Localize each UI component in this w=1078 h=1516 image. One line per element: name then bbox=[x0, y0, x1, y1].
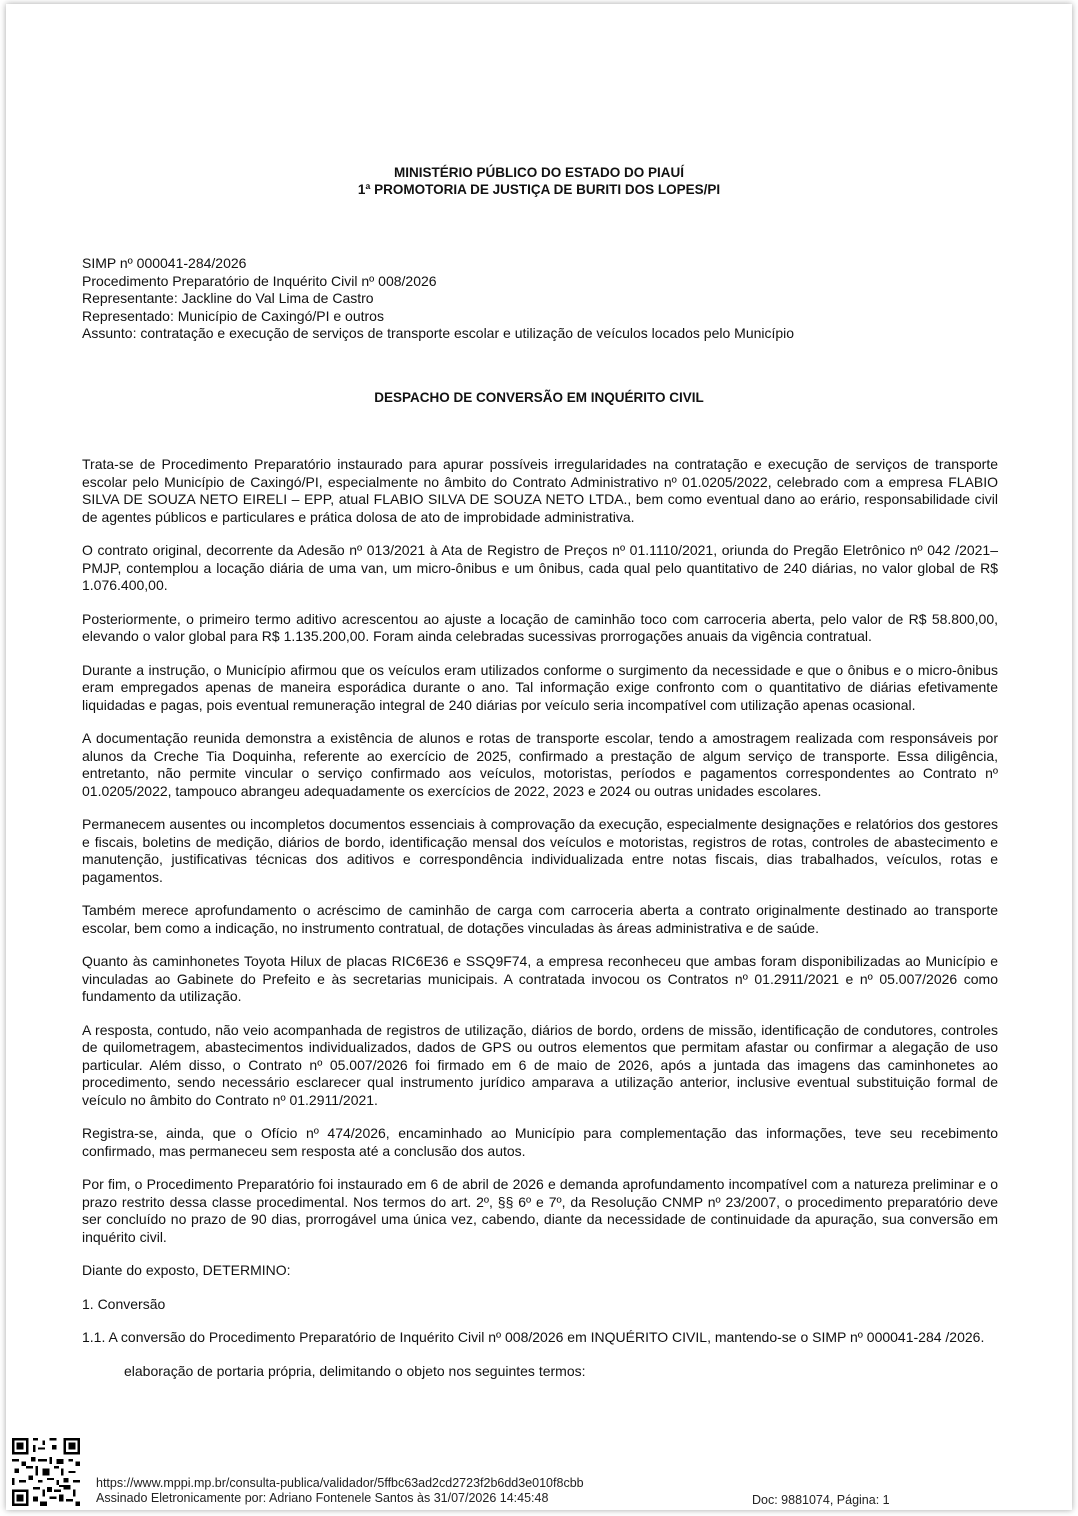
paragraph: Também merece aprofundamento o acréscimo de caminhão de carga com carroceria aberta a contrato originalmente destinado ao transporte escolar, bem como a indicação, no instrumento contratual, de dotações vinculadas às áreas administrativa e de saúde. bbox=[82, 902, 998, 936]
footer-signature: Assinado Eletronicamente por: Adriano Fontenele Santos às 31/07/2026 14:45:48 bbox=[96, 1491, 549, 1505]
paragraph: Trata-se de Procedimento Preparatório instaurado para apurar possíveis irregularidades na contratação e execução de serviços de transporte escolar pelo Município de Caxingó/PI, especialmente no âmbito do Contrato Administrativo nº 01.0205/2022, celebrado com a empresa FLABIO SILVA DE SOUZA NETO EIRELI – EPP, atual FLABIO SILVA DE SOUZA NETO LTDA., bem como eventual dano ao erário, responsabilidade civil de agentes públicos e particulares e prática dolosa de ato de improbidade administrativa. bbox=[82, 456, 998, 525]
indented-paragraph: elaboração de portaria própria, delimitando o objeto nos seguintes termos: bbox=[124, 1362, 586, 1379]
document-title: DESPACHO DE CONVERSÃO EM INQUÉRITO CIVIL bbox=[374, 390, 704, 405]
paragraph: Por fim, o Procedimento Preparatório foi instaurado em 6 de abril de 2026 e demanda aprofundamento incompatível com a natureza preliminar e o prazo restrito dessa classe procedimental. Nos termos do art. 2º, §§ 6º e 7º, da Resolução CNMP nº 23/2007, o procedimento preparatório deve ser concluído no prazo de 90 dias, prorrogável uma única vez, cabendo, diante da necessidade de continuidade da apuração, sua conversão em inquérito civil. bbox=[82, 1176, 998, 1245]
footer-validation bbox=[96, 1476, 584, 1506]
qr-code-icon[interactable] bbox=[12, 1438, 80, 1506]
header-promotoria: 1ª PROMOTORIA DE JUSTIÇA DE BURITI DOS LOPES/PI bbox=[357, 182, 721, 197]
paragraph: Posteriormente, o primeiro termo aditivo acrescentou ao ajuste a locação de caminhão toco com carroceria aberta, pelo valor de R$ 58.800,00, elevando o valor global para R$ 1.135.200,00. Foram ainda celebradas sucessivas prorrogações anuais da vigência contratual. bbox=[82, 610, 998, 644]
header-institution: MINISTÉRIO PÚBLICO DO ESTADO DO PIAUÍ bbox=[393, 165, 684, 180]
footer-validation-url[interactable]: https://www.mppi.mp.br/consulta-publica/validador/5ffbc63ad2cd2723f2b6dd3e010f8cbb bbox=[96, 1476, 584, 1490]
meta-simp: SIMP nº 000041-284/2026 bbox=[82, 255, 247, 271]
paragraph: O contrato original, decorrente da Adesão nº 013/2021 à Ata de Registro de Preços nº 01.1110/2021, oriunda do Pregão Eletrônico nº 042 /2021–PMJP, contemplou a locação diária de uma van, um micro-ônibus e um ônibus, cada qual pelo quantitativo de 240 diárias, no valor global de R$ 1.076.400,00. bbox=[82, 542, 998, 593]
paragraph: Diante do exposto, DETERMINO: bbox=[82, 1262, 291, 1278]
paragraph: Permanecem ausentes ou incompletos documentos essenciais à comprovação da execução, especialmente designações e relatórios dos gestores e fiscais, boletins de medição, diários de bordo, identificação mensal dos veículos e motoristas, registros de rotas, controles de abastecimento e manutenção, justificativas técnicas dos aditivos e correspondência individualizada entre notas fiscais, dias trabalhados, veículos, rotas e pagamentos. bbox=[82, 816, 998, 885]
paragraph: Durante a instrução, o Município afirmou que os veículos eram utilizados conforme o surgimento da necessidade e que o ônibus e o micro-ônibus eram empregados apenas de maneira esporádica durante o ano. Tal informação exige confronto com o quantitativo de diárias efetivamente liquidadas e pagas, pois eventual remuneração integral de 240 diárias por veículo seria incompatível com utilização apenas ocasional. bbox=[82, 661, 998, 713]
document-header bbox=[0, 164, 1078, 198]
meta-procedimento: Procedimento Preparatório de Inquérito Civil nº 008/2026 bbox=[82, 272, 437, 289]
paragraph: A resposta, contudo, não veio acompanhada de registros de utilização, diários de bordo, ordens de missão, identificação de condutores, controles de quilometragem, abastecimentos individualizados, dados de GPS ou outros elementos que permitam afastar ou confirmar a alegação de uso particular. Além disso, o Contrato nº 05.007/2026 foi firmado em 6 de maio de 2026, após a juntada das imagens das caminhonetes ao procedimento, sendo necessário esclarecer qual instrumento jurídico amparava a utilização anterior, inclusive eventual substituição formal de veículo no âmbito do Contrato nº 01.2911/2021. bbox=[82, 1021, 998, 1108]
paragraph: Registra-se, ainda, que o Ofício nº 474/2026, encaminhado ao Município para complementação das informações, teve seu recebimento confirmado, mas permaneceu sem resposta até a conclusão dos autos. bbox=[82, 1125, 998, 1159]
meta-assunto: Assunto: contratação e execução de serviços de transporte escolar e utilização de veículos locados pelo Município bbox=[82, 325, 795, 341]
meta-representado: Representado: Município de Caxingó/PI e outros bbox=[82, 307, 384, 324]
footer-doc-page: Doc: 9881074, Página: 1 bbox=[752, 1493, 890, 1507]
paragraph: Quanto às caminhonetes Toyota Hilux de placas RIC6E36 e SSQ9F74, a empresa reconheceu que ambas foram disponibilizadas ao Município e vinculadas ao Gabinete do Prefeito e às secretarias municipais. A contratada invocou os Contratos nº 01.2911/2021 e nº 05.007/2026 como fundamento da utilização. bbox=[82, 953, 998, 1004]
paragraph: 1.1. A conversão do Procedimento Preparatório de Inquérito Civil nº 008/2026 em INQUÉRITO CIVIL, mantendo-se o SIMP nº 000041-284 /2026. bbox=[82, 1329, 985, 1345]
section-heading: 1. Conversão bbox=[82, 1295, 166, 1312]
paragraph: A documentação reunida demonstra a existência de alunos e rotas de transporte escolar, tendo a amostragem realizada com responsáveis por alunos da Creche Tia Doquinha, referente ao exercício de 2025, confirmado a prestação de algum serviço de transporte. Essa diligência, entretanto, não permite vincular o serviço confirmado aos veículos, motoristas, períodos e pagamentos correspondentes ao Contrato nº 01.0205/2022, tampouco abrangeu adequadamente os exercícios de 2022, 2023 e 2024 ou outras unidades escolares. bbox=[82, 730, 998, 799]
meta-representante: Representante: Jackline do Val Lima de Castro bbox=[82, 290, 374, 306]
document-body bbox=[82, 456, 998, 1396]
document-metadata bbox=[82, 255, 1002, 343]
